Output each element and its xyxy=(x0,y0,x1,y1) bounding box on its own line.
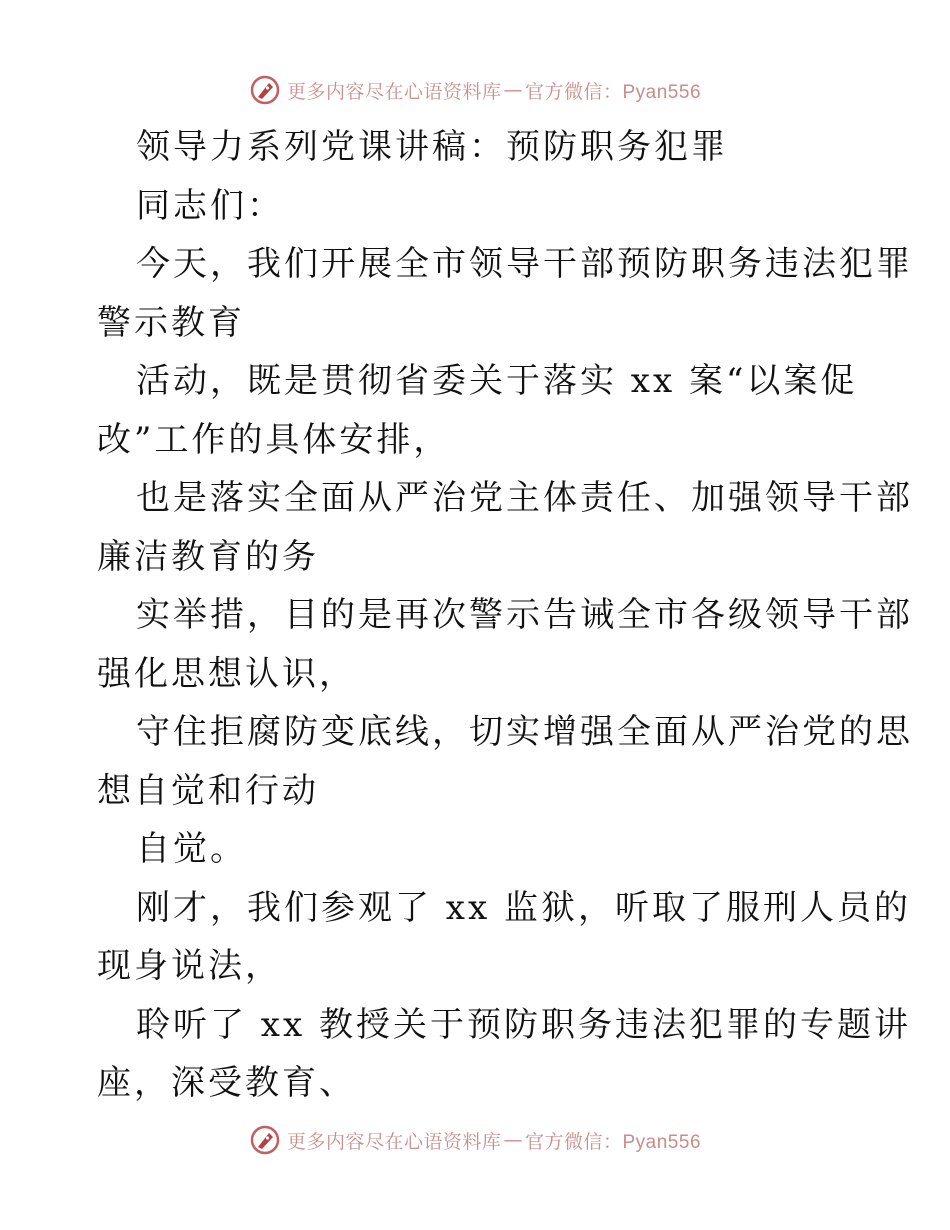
text-line: 守住拒腐防变底线，切实增强全面从严治党的思 xyxy=(136,712,913,752)
text-line: 座，深受教育、 xyxy=(97,1063,356,1103)
document-body xyxy=(97,118,913,1113)
text-line: 聆听了 xx 教授关于预防职务违法犯罪的专题讲 xyxy=(136,1004,911,1045)
watermark-text: 更多内容尽在心语资料库 xyxy=(286,80,502,103)
text-line: 活动，既是贯彻省委关于落实 xx 案“以案促 xyxy=(136,361,858,401)
text-line: 实举措，目的是再次警示告诫全市各级领导干部 xyxy=(136,595,913,635)
header-watermark xyxy=(0,70,950,110)
text-line: 警示教育 xyxy=(97,302,245,343)
footer-watermark xyxy=(0,1120,950,1160)
text-line: 自觉。 xyxy=(136,829,247,869)
text-line: 现身说法， xyxy=(97,946,282,986)
text-line: 今天，我们开展全市领导干部预防职务违法犯罪 xyxy=(136,244,913,284)
watermark-contact: 官方微信：Pyan556 xyxy=(525,81,702,103)
salutation: 同志们： xyxy=(136,185,284,226)
pen-nib-seal-icon xyxy=(249,74,281,106)
text-line: 改”工作的具体安排， xyxy=(97,419,451,460)
watermark-dash: — xyxy=(503,1129,523,1151)
text-line: 廉洁教育的务 xyxy=(97,536,319,577)
watermark-dash: — xyxy=(503,79,523,101)
watermark-text: 更多内容尽在心语资料库 xyxy=(286,1130,502,1153)
text-line: 刚才，我们参观了 xx 监狱，听取了服刑人员的 xyxy=(136,887,911,928)
text-line: 想自觉和行动 xyxy=(97,770,319,811)
pen-nib-seal-icon xyxy=(249,1124,281,1156)
watermark-contact: 官方微信：Pyan556 xyxy=(525,1131,702,1153)
document-title: 领导力系列党课讲稿：预防职务犯罪 xyxy=(136,127,728,167)
text-line: 也是落实全面从严治党主体责任、加强领导干部 xyxy=(136,478,913,518)
text-line: 强化思想认识， xyxy=(97,653,356,694)
